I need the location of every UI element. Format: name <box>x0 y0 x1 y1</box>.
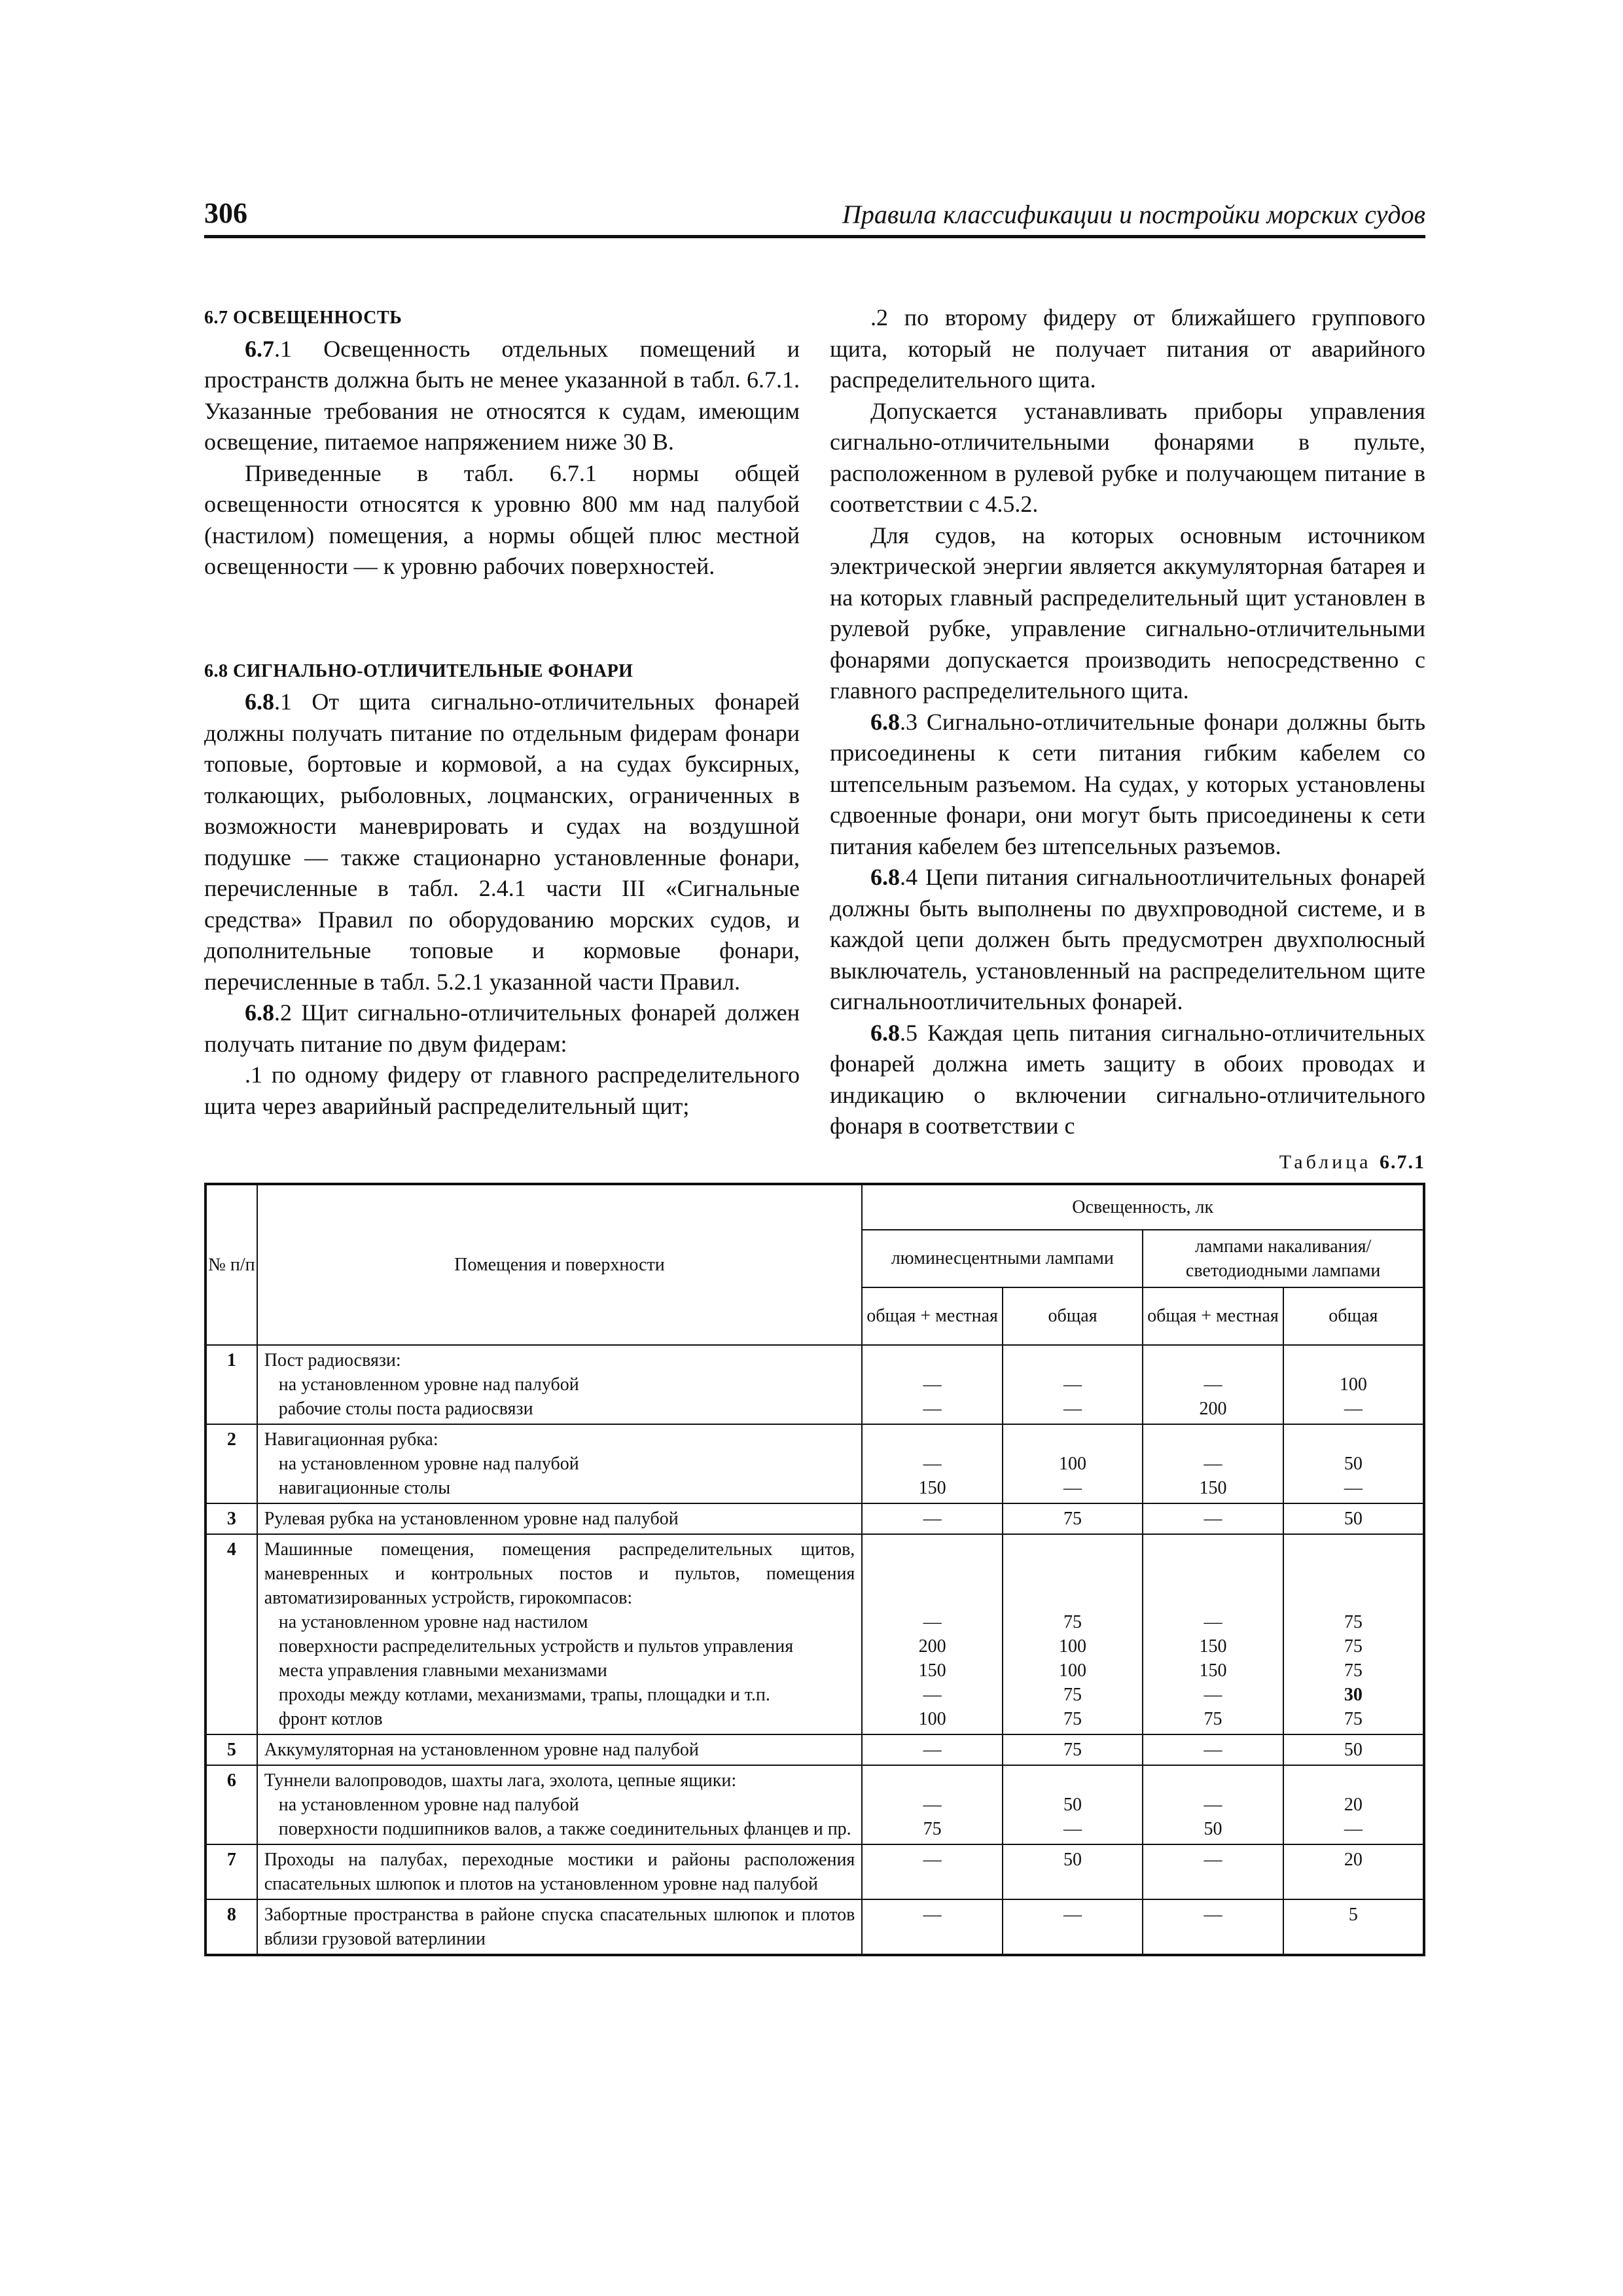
cell-value: 75 <box>1344 1636 1363 1657</box>
cell-value: — <box>1143 1734 1283 1765</box>
table-caption-word: Таблица <box>1279 1151 1372 1173</box>
table-row-8 <box>205 1899 1424 1955</box>
cell-value: 75 <box>1204 1708 1222 1729</box>
paragraph-text: .3 Сигнально-отличительные фонари должны быть присоединены к сети питания гибким кабелем со штепсельным разъемом. На судах, у которых установлены сдвоенные фонари, они могут быть присоединены к сети питания кабелем без штепсельных разъемов. <box>830 708 1425 859</box>
row-number: 7 <box>205 1844 257 1899</box>
col-header-incand-general: общая <box>1283 1287 1424 1345</box>
two-column-body <box>204 302 1425 1142</box>
paragraph-6-8-2-item-1: .1 по одному фидеру от главного распределительного щита через аварийный распределительный щит; <box>204 1062 800 1119</box>
paragraph-6-7-1-note: Приведенные в табл. 6.7.1 нормы общей освещенности относятся к уровню 800 мм над палубой (настилом) помещения, а нормы общей плюс местной освещенности — к уровню рабочих поверхностей. <box>204 459 800 579</box>
table-group-2 <box>205 1424 1424 1503</box>
cell-value: 50 <box>1283 1734 1424 1765</box>
paragraph-text: .4 Цепи питания сигнальноотличительных фонарей должны быть выполнены по двухпроводной системе, и в каждой цепи должен быть предусмотрен двухполюсный выключатель, установленный на распределительном щите сигнальноотличительных фонарей. <box>830 864 1425 1014</box>
row-label: на установленном уровне над палубой <box>278 1453 579 1474</box>
cell-value: — <box>923 1398 942 1419</box>
cell-value: 50 <box>1344 1453 1363 1474</box>
table-row-7 <box>205 1844 1424 1899</box>
cell-value: 75 <box>1344 1611 1363 1632</box>
table-row-5 <box>205 1734 1424 1765</box>
cell-value: 50 <box>1003 1844 1143 1899</box>
cell-value: — <box>923 1684 942 1705</box>
paragraph-6-7-1 <box>204 334 800 458</box>
cell-value: — <box>1143 1899 1283 1955</box>
row-label: навигационные столы <box>278 1477 451 1498</box>
cell-value: 75 <box>1003 1503 1143 1534</box>
cell-value: — <box>1204 1374 1222 1395</box>
paragraph-6-8-1 <box>204 687 800 997</box>
section-title-6-8: 6.8 СИГНАЛЬНО-ОТЛИЧИТЕЛЬНЫЕ ФОНАРИ <box>204 660 633 681</box>
clause-number: 6.8 <box>245 689 274 715</box>
cell-value: — <box>1143 1503 1283 1534</box>
section-title-6-7: 6.7 ОСВЕЩЕННОСТЬ <box>204 308 402 328</box>
cell-value: — <box>862 1899 1003 1955</box>
cell-value: 100 <box>1339 1374 1367 1395</box>
table-group-6 <box>205 1765 1424 1844</box>
paragraph-6-8-2 <box>204 997 800 1060</box>
row-number: 3 <box>205 1503 257 1534</box>
cell-value: — <box>1204 1453 1222 1474</box>
col-header-rooms: Помещения и поверхности <box>257 1184 863 1345</box>
cell-value: 20 <box>1344 1794 1363 1815</box>
col-header-fluorescent: люминесцентными лампами <box>862 1230 1143 1287</box>
row-number: 4 <box>205 1534 257 1734</box>
col-header-incand-general-local: общая + местная <box>1143 1287 1283 1345</box>
left-column <box>204 302 800 1142</box>
cell-value: — <box>923 1374 942 1395</box>
row-label: проходы между котлами, механизмами, трапы, площадки и т.п. <box>278 1684 770 1705</box>
cell-value: — <box>1344 1398 1363 1419</box>
cell-value: — <box>923 1794 942 1815</box>
cell-value: — <box>1143 1844 1283 1899</box>
row-label: Аккумуляторная на установленном уровне над палубой <box>257 1734 863 1765</box>
row-label: поверхности подшипников валов, а также соединительных фланцев и пр. <box>278 1818 851 1839</box>
cell-value: 50 <box>1283 1503 1424 1534</box>
cell-value: — <box>923 1453 942 1474</box>
row-label: Пост радиосвязи: <box>264 1350 401 1371</box>
col-header-incandescent: лампами накаливания/ светодиодными лампами <box>1143 1230 1424 1287</box>
cell-value: — <box>1344 1818 1363 1839</box>
row-label: Забортные пространства в районе спуска спасательных шлюпок и плотов вблизи грузовой ватерлинии <box>257 1899 863 1955</box>
cell-value: — <box>1204 1611 1222 1632</box>
paragraph-6-8-5 <box>830 1018 1425 1142</box>
paragraph-text: .1 Освещенность отдельных помещений и пространств должна быть не менее указанной в табл. 6.7.1. Указанные требования не относятся к судам, имеющим освещение, питаемое напряжением ниже 30 В. <box>204 335 800 455</box>
cell-value: 150 <box>1199 1477 1227 1498</box>
cell-value: — <box>1344 1477 1363 1498</box>
row-number: 1 <box>205 1345 257 1424</box>
row-label: Туннели валопроводов, шахты лага, эхолота, цепные ящики: <box>264 1770 737 1791</box>
clause-number: 6.8 <box>245 999 274 1026</box>
table-group-4 <box>205 1534 1424 1734</box>
clause-number: 6.8 <box>870 1019 900 1046</box>
row-label: рабочие столы поста радиосвязи <box>278 1398 533 1419</box>
row-number: 5 <box>205 1734 257 1765</box>
page-number: 306 <box>204 197 247 229</box>
col-header-illumination: Освещенность, лк <box>862 1184 1424 1230</box>
cell-value: 200 <box>918 1636 946 1657</box>
col-header-fluor-general: общая <box>1003 1287 1143 1345</box>
cell-value: 30 <box>1344 1684 1363 1705</box>
cell-value: — <box>1204 1794 1222 1815</box>
cell-value: 20 <box>1283 1844 1424 1899</box>
table-row-3 <box>205 1503 1424 1534</box>
paragraph-text: .2 Щит сигнально-отличительных фонарей должен получать питание по двум фидерам: <box>204 999 800 1057</box>
cell-value: — <box>1063 1398 1082 1419</box>
page <box>204 196 1425 1956</box>
cell-value: 75 <box>1063 1611 1082 1632</box>
clause-number: 6.8 <box>870 708 900 735</box>
row-label: Проходы на палубах, переходные мостики и районы расположения спасательных шлюпок и плотов на установленном уровне над палубой <box>257 1844 863 1899</box>
cell-value: 5 <box>1283 1899 1424 1955</box>
cell-value: 100 <box>918 1708 946 1729</box>
cell-value: 75 <box>1063 1684 1082 1705</box>
row-label: Рулевая рубка на установленном уровне над палубой <box>257 1503 863 1534</box>
cell-value: 150 <box>918 1477 946 1498</box>
table-caption-number: 6.7.1 <box>1380 1151 1425 1173</box>
table-body <box>205 1345 1424 1955</box>
row-label: на установленном уровне над палубой <box>278 1374 579 1395</box>
cell-value: 75 <box>1344 1708 1363 1729</box>
cell-value: — <box>923 1611 942 1632</box>
cell-value: — <box>1063 1477 1082 1498</box>
table-group-1 <box>205 1345 1424 1424</box>
col-header-number: № п/п <box>205 1184 257 1345</box>
clause-number: 6.7 <box>245 335 274 362</box>
row-label: поверхности распределительных устройств и пультов управления <box>278 1636 794 1657</box>
cell-value: 100 <box>1059 1636 1087 1657</box>
right-column <box>830 302 1425 1142</box>
running-header <box>204 196 1425 238</box>
paragraph-6-8-4 <box>830 862 1425 1018</box>
row-label: фронт котлов <box>278 1708 383 1729</box>
row-label: Машинные помещения, помещения распределительных щитов, маневренных и контрольных постов и пультов, помещения автоматизированных устройств, гирокомпасов: <box>264 1539 855 1608</box>
running-title: Правила классификации и постройки морских судов <box>842 200 1425 229</box>
paragraph-6-8-3 <box>830 707 1425 863</box>
row-label: места управления главными механизмами <box>278 1660 607 1681</box>
row-label: Навигационная рубка: <box>264 1429 438 1450</box>
cell-value: 150 <box>918 1660 946 1681</box>
cell-value: — <box>862 1734 1003 1765</box>
cell-value: 75 <box>1003 1734 1143 1765</box>
cell-value: — <box>1063 1818 1082 1839</box>
cell-value: 75 <box>923 1818 942 1839</box>
clause-number: 6.8 <box>870 864 900 890</box>
cell-value: 100 <box>1059 1453 1087 1474</box>
row-number: 8 <box>205 1899 257 1955</box>
cell-value: 200 <box>1199 1398 1227 1419</box>
paragraph-text: .5 Каждая цепь питания сигнально-отличительных фонарей должна иметь защиту в обоих проводах и индикацию о включении сигнально-отличительного фонаря в соответствии с <box>830 1019 1425 1139</box>
cell-value: — <box>1003 1899 1143 1955</box>
cell-value: 75 <box>1063 1708 1082 1729</box>
cell-value: — <box>1204 1684 1222 1705</box>
illumination-table <box>204 1183 1425 1956</box>
paragraph-control-devices: Допускается устанавливать приборы управления сигнально-отличительными фонарями в пульте, расположенном в рулевой рубке и получающем питание в соответствии с 4.5.2. <box>830 397 1425 517</box>
table-caption <box>204 1151 1425 1174</box>
paragraph-battery-ships: Для судов, на которых основным источником электрической энергии является аккумуляторная батарея и на которых главный распределительный щит установлен в рулевой рубке, управление сигнально-отличительными фонарями допускается производить непосредственно с главного распределительного щита. <box>830 522 1425 704</box>
cell-value: 150 <box>1199 1636 1227 1657</box>
cell-value: — <box>862 1844 1003 1899</box>
cell-value: — <box>862 1503 1003 1534</box>
cell-value: 100 <box>1059 1660 1087 1681</box>
row-number: 2 <box>205 1424 257 1503</box>
cell-value: 50 <box>1063 1794 1082 1815</box>
cell-value: 75 <box>1344 1660 1363 1681</box>
paragraph-text: .1 От щита сигнально-отличительных фонарей должны получать питание по отдельным фидерам фонари топовые, бортовые и кормовой, а на судах буксирных, толкающих, рыболовных, лоцманских, ограниченных в возможности маневрировать и судах на воздушной подушке — также стационарно установленные фонари, перечисленные в табл. 2.4.1 части III «Сигнальные средства» Правил по оборудованию морских судов, и дополнительные топовые и кормовые фонари, перечисленные в табл. 5.2.1 указанной части Правил. <box>204 689 800 995</box>
cell-value: 50 <box>1204 1818 1222 1839</box>
col-header-fluor-general-local: общая + местная <box>862 1287 1003 1345</box>
cell-value: 150 <box>1199 1660 1227 1681</box>
paragraph-6-8-2-item-2: .2 по второму фидеру от ближайшего группового щита, который не получает питания от аварийного распределительного щита. <box>830 304 1425 393</box>
row-number: 6 <box>205 1765 257 1844</box>
row-label: на установленном уровне над настилом <box>278 1611 588 1632</box>
cell-value: — <box>1063 1374 1082 1395</box>
row-label: на установленном уровне над палубой <box>278 1794 579 1815</box>
